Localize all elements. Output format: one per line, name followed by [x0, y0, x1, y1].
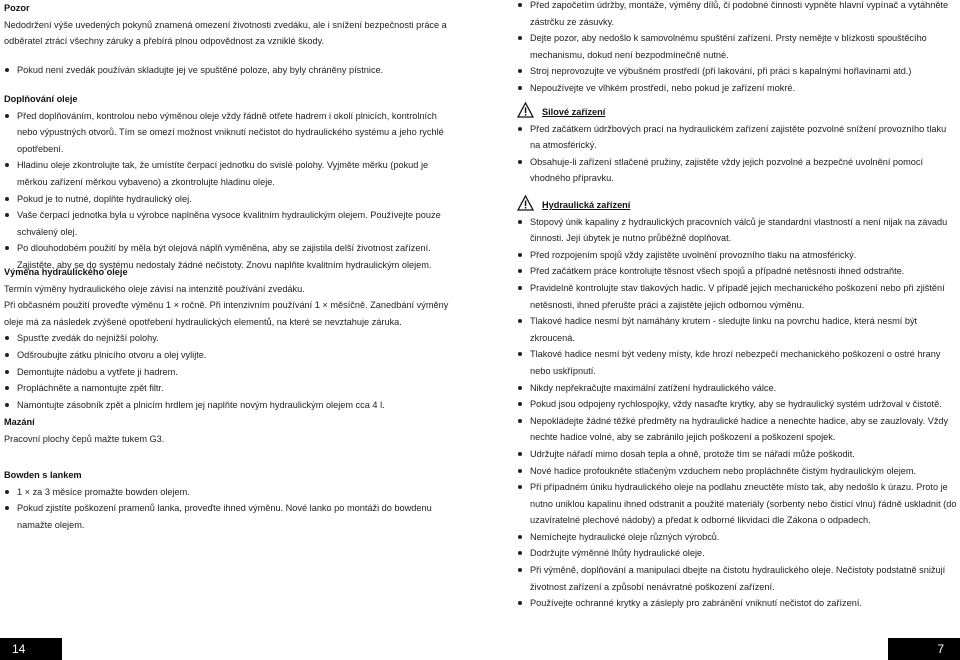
- list-item: Vaše čerpací jednotka byla u výrobce naplněna vysoce kvalitním hydraulickým olejem. Používejte pouze schválený olej.: [4, 207, 454, 240]
- mazani-text: Pracovní plochy čepů mažte tukem G3.: [4, 433, 165, 444]
- hydraulicka-list: [517, 214, 957, 612]
- list-item: Stroj neprovozujte ve výbušném prostředí (při lakování, při práci s kapalnými hořlavinami atd.): [517, 63, 957, 80]
- list-item: Pokud není zvedák používán skladujte jej ve spuštěné poloze, aby byly chráněny pístnice.: [4, 62, 454, 79]
- list-item: Spusťte zvedák do nejnižší polohy.: [4, 330, 454, 347]
- pozor-text: Nedodržení výše uvedených pokynů znamená omezení životnosti zvedáku, ale i snížení bezpečnosti práce a odběratel ztrácí všechny záruky a přebírá plnou odpovědnost za vzniklé škody.: [4, 19, 447, 47]
- list-item: Namontujte zásobník zpět a plnicím hrdlem jej naplňte novým hydraulickým olejem cca 4 l.: [4, 397, 454, 414]
- list-item: Udržujte nářadí mimo dosah tepla a ohně, protože tím se nářadí může poškodit.: [517, 446, 957, 463]
- page-number-left: 14: [0, 638, 62, 660]
- pozor-heading: Pozor: [4, 3, 30, 13]
- bowden-section: [4, 467, 454, 533]
- list-item: Obsahuje-li zařízení stlačené pružiny, zajistěte vždy jejich pozvolné a bezpečné uvolnění pomocí vhodného přípravku.: [517, 154, 957, 187]
- mazani-heading: Mazání: [4, 417, 35, 427]
- doplnovani-section: [4, 91, 454, 274]
- vymena-heading: Výměna hydraulického oleje: [4, 267, 128, 277]
- hydraulicka-section: [517, 197, 957, 612]
- vymena-paragraph: Termín výměny hydraulického oleje závisí na intenzitě používání zvedáku.: [4, 283, 305, 294]
- list-item: Používejte ochranné krytky a zásleply pro zabránění vniknutí nečistot do zařízení.: [517, 595, 957, 612]
- list-item: Tlakové hadice nesmí být vedeny místy, kde hrozí nebezpečí mechanického poškození o ostré hrany nebo uskřípnutí.: [517, 346, 957, 379]
- silove-list: [517, 121, 957, 187]
- list-item: Před doplňováním, kontrolou nebo výměnou oleje vždy řádně otřete hadrem i okolí plnicích, kontrolních nebo výpustných otvorů. Tím se omezí možnost vniknutí nečistot do hydraulického systému a jeho rychlé opotřebení.: [4, 108, 454, 158]
- vymena-section: [4, 264, 454, 413]
- doplnovani-list: [4, 108, 454, 274]
- list-item: 1 × za 3 měsíce promažte bowden olejem.: [4, 484, 454, 501]
- list-item: Stopový únik kapaliny z hydraulických pracovních válců je standardní vlastností a není nijak na závadu činnosti. Její úbytek je nutno průběžně doplňovat.: [517, 214, 957, 247]
- list-item: Odšroubujte zátku plnicího otvoru a olej vylijte.: [4, 347, 454, 364]
- top-safety-section: [517, 0, 957, 97]
- warning-icon: [517, 102, 534, 118]
- list-item: Pokud je to nutné, doplňte hydraulický olej.: [4, 191, 454, 208]
- list-item: Demontujte nádobu a vytřete ji hadrem.: [4, 364, 454, 381]
- list-item: Nepokládejte žádné těžké předměty na hydraulické hadice a nenechte hadice, aby se zauzlovaly. Vždy nechte hadice volné, aby se zabránilo jejich poškození a poškození spojek.: [517, 413, 957, 446]
- list-item: Nemíchejte hydraulické oleje různých výrobců.: [517, 529, 957, 546]
- list-item: Nové hadice profoukněte stlačeným vzduchem nebo propláchněte čistým hydraulickým olejem.: [517, 463, 957, 480]
- list-item: Tlakové hadice nesmí být namáhány krutem - sledujte linku na povrchu hadice, která nesmí být zkroucená.: [517, 313, 957, 346]
- pozor-list: [4, 62, 454, 79]
- page-number-right: 7: [888, 638, 960, 660]
- list-item: Hladinu oleje zkontrolujte tak, že umístíte čerpací jednotku do svislé polohy. Vyjměte měrku (pokud je měrkou zařízení měrkou vybaveno) a zkontrolujte hladinu oleje.: [4, 157, 454, 190]
- vymena-list: [4, 330, 454, 413]
- list-item: Po dlouhodobém použití by měla být olejová náplň vyměněna, aby se zajistila delší životnost zařízení. Zajistěte, aby se do systému nedostaly žádné nečistoty. Znovu naplňte kvalitním hydraulickým olejem.: [4, 240, 454, 273]
- silove-header: [517, 104, 957, 121]
- bowden-list: [4, 484, 454, 534]
- list-item: Nepoužívejte ve vlhkém prostředí, nebo pokud je zařízení mokré.: [517, 80, 957, 97]
- hydraulicka-heading: Hydraulická zařízení: [542, 200, 631, 210]
- hydraulicka-header: [517, 197, 957, 214]
- list-item: Nikdy nepřekračujte maximální zatížení hydraulického válce.: [517, 380, 957, 397]
- list-item: Pokud jsou odpojeny rychlospojky, vždy nasaďte krytky, aby se hydraulický systém udržoval v čistotě.: [517, 396, 957, 413]
- mazani-section: [4, 414, 454, 447]
- pozor-section: [4, 0, 454, 78]
- top-safety-list: [517, 0, 957, 97]
- doplnovani-heading: Doplňování oleje: [4, 94, 78, 104]
- list-item: Při případném úniku hydraulického oleje na podlahu zneuctěte místo tak, aby nedošlo k úrazu. Proto je nutno uniklou kapalinu ihned odstranit a použité materiály (sorbenty nebo čisticí vlnu) řádně uskladnit (do uzavíratelné plechové nádoby) a předat k odborné likvidaci dle Zákona o odpadech.: [517, 479, 957, 529]
- silove-heading: Silové zařízení: [542, 107, 606, 117]
- list-item: Propláchněte a namontujte zpět filtr.: [4, 380, 454, 397]
- list-item: Před rozpojením spojů vždy zajistěte uvolnění provozního tlaku na atmosférický.: [517, 247, 957, 264]
- vymena-paragraph: Při občasném použití proveďte výměnu 1 × ročně. Při intenzivním používání 1 × měsíčně. Zanedbání výměny oleje má za následek zvýšené opotřebení hydraulických elementů, na které se nevztahuje záruka.: [4, 300, 449, 327]
- list-item: Dodržujte výměnné lhůty hydraulické oleje.: [517, 545, 957, 562]
- list-item: Před začátkem práce kontrolujte těsnost všech spojů a případné netěsnosti ihned odstraňte.: [517, 263, 957, 280]
- list-item: Pravidelně kontrolujte stav tlakových hadic. V případě jejich mechanického poškození nebo při zjištění netěsnosti, ihned přerušte práci a zajistěte jejich odbornou výměnu.: [517, 280, 957, 313]
- list-item: Dejte pozor, aby nedošlo k samovolnému spuštění zařízení. Prsty nemějte v blízkosti spouštěcího mechanismu, dokud není bezpodmínečně nutné.: [517, 30, 957, 63]
- list-item: Pokud zjistíte poškození pramenů lanka, proveďte ihned výměnu. Nové lanko po montáži do bowdenu namažte olejem.: [4, 500, 454, 533]
- list-item: Před začátkem údržbových prací na hydraulickém zařízení zajistěte pozvolné snížení provozního tlaku na atmosférický.: [517, 121, 957, 154]
- list-item: Před započetím údržby, montáže, výměny dílů, či podobné činnosti vypněte hlavní vypínač a vytáhněte zástrčku ze zásuvky.: [517, 0, 957, 30]
- list-item: Při výměně, doplňování a manipulaci dbejte na čistotu hydraulického oleje. Nečistoty podstatně snižují životnost zařízení a způsobí nenávratné poškození zařízení.: [517, 562, 957, 595]
- bowden-heading: Bowden s lankem: [4, 470, 82, 480]
- warning-icon: [517, 195, 534, 211]
- silove-section: [517, 104, 957, 187]
